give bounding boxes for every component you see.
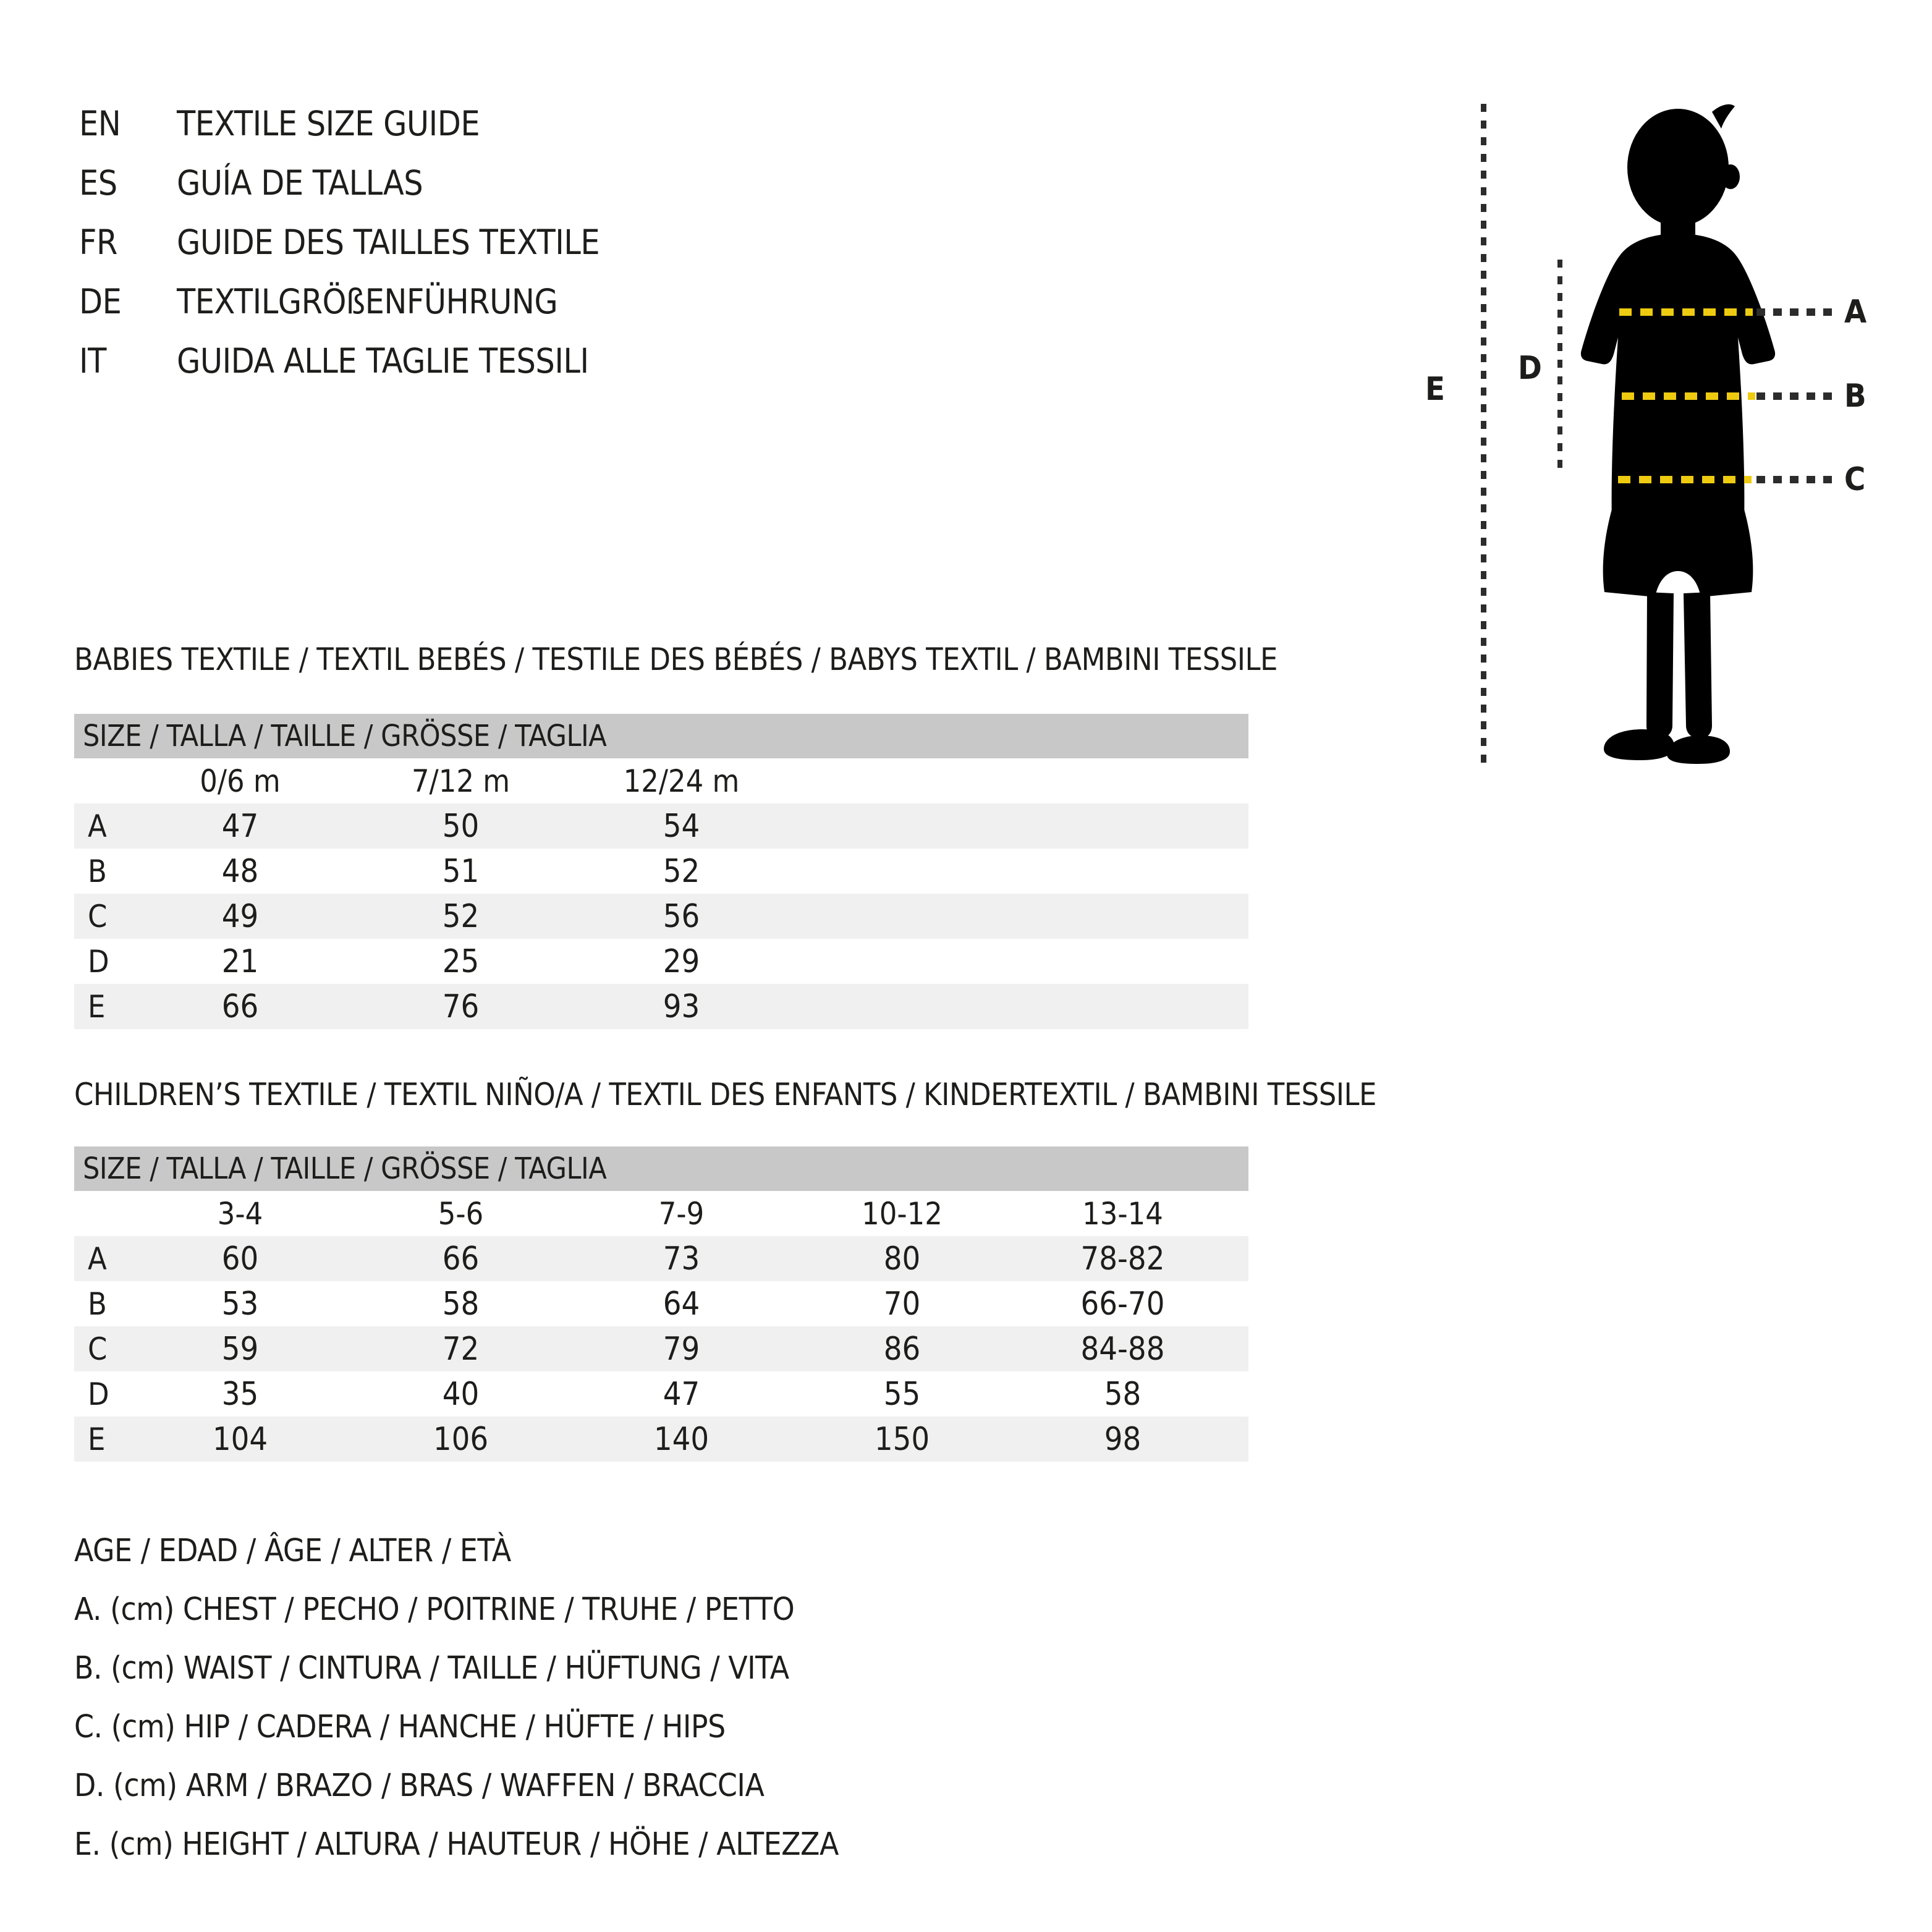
table-cell: 84-88 xyxy=(1080,1330,1165,1368)
row-label: E xyxy=(88,1421,106,1457)
row-label: B xyxy=(88,1286,107,1322)
row-label: A xyxy=(88,808,107,844)
language-row-en xyxy=(79,94,600,153)
babies-section-heading: BABIES TEXTILE / TEXTIL BEBÉS / TESTILE DES BÉBÉS / BABYS TEXTIL / BAMBINI TESSILE xyxy=(74,642,1277,677)
children-size-table xyxy=(74,1146,1248,1462)
legend-height: E. (cm) HEIGHT / ALTURA / HAUTEUR / HÖHE / ALTEZZA xyxy=(74,1826,839,1863)
table-cell: 79 xyxy=(663,1330,700,1368)
table-cell: 60 xyxy=(221,1240,259,1277)
table-cell: 58 xyxy=(1104,1375,1142,1413)
guide-title-en: TEXTILE SIZE GUIDE xyxy=(177,104,480,143)
language-row-it xyxy=(79,331,600,391)
language-row-de xyxy=(79,272,600,331)
figure-label-C: C xyxy=(1844,461,1866,498)
table-cell: 35 xyxy=(221,1375,259,1413)
chest-measure-dash-yellow xyxy=(1619,308,1753,316)
guide-title-de: TEXTILGRÖßENFÜHRUNG xyxy=(177,282,558,321)
table-cell: 66 xyxy=(442,1240,480,1277)
row-label: C xyxy=(88,1331,108,1367)
legend-waist: B. (cm) WAIST / CINTURA / TAILLE / HÜFTUNG / VITA xyxy=(74,1650,789,1687)
table-cell: 21 xyxy=(221,943,259,980)
table-cell: 64 xyxy=(663,1285,700,1323)
guide-title-es: GUÍA DE TALLAS xyxy=(177,163,423,203)
table-row xyxy=(74,894,1248,939)
language-row-es xyxy=(79,153,600,213)
row-label: E xyxy=(88,988,106,1025)
figure-label-A: A xyxy=(1844,294,1867,331)
waist-measure-dash-dark xyxy=(1756,392,1832,400)
figure-label-B: B xyxy=(1844,378,1866,415)
table-cell: 98 xyxy=(1104,1420,1142,1458)
row-label: B xyxy=(88,853,107,889)
column-header: 3-4 xyxy=(217,1195,263,1232)
guide-title-fr: GUIDE DES TAILLES TEXTILE xyxy=(177,222,600,262)
column-header: 5-6 xyxy=(438,1195,484,1232)
row-label: D xyxy=(88,943,109,980)
children-section-heading: CHILDREN’S TEXTILE / TEXTIL NIÑO/A / TEXTIL DES ENFANTS / KINDERTEXTIL / BAMBINI TESSILE xyxy=(74,1077,1376,1112)
language-code: EN xyxy=(79,104,121,143)
children-size-header-bar: SIZE / TALLA / TAILLE / GRÖSSE / TAGLIA xyxy=(74,1146,1248,1191)
babies-size-header-bar: SIZE / TALLA / TAILLE / GRÖSSE / TAGLIA xyxy=(74,714,1248,758)
row-label: D xyxy=(88,1376,109,1412)
table-row xyxy=(74,1326,1248,1371)
table-cell: 25 xyxy=(442,943,480,980)
babies-size-table xyxy=(74,714,1248,1029)
table-cell: 106 xyxy=(433,1420,489,1458)
measurement-legend xyxy=(74,1522,839,1874)
table-cell: 40 xyxy=(442,1375,480,1413)
table-row xyxy=(74,1236,1248,1281)
babies-column-header-row xyxy=(74,758,1248,803)
table-cell: 66 xyxy=(221,988,259,1025)
waist-measure-dash-yellow xyxy=(1622,392,1755,400)
figure-label-D: D xyxy=(1518,350,1542,387)
table-row xyxy=(74,1417,1248,1462)
table-cell: 55 xyxy=(883,1375,921,1413)
legend-arm: D. (cm) ARM / BRAZO / BRAS / WAFFEN / BRACCIA xyxy=(74,1768,765,1804)
legend-age: AGE / EDAD / ÂGE / ALTER / ETÀ xyxy=(74,1533,511,1569)
table-cell: 54 xyxy=(663,807,700,845)
figure-label-E: E xyxy=(1425,371,1445,408)
language-code: DE xyxy=(79,282,122,321)
table-cell: 58 xyxy=(442,1285,480,1323)
table-cell: 66-70 xyxy=(1080,1285,1165,1323)
column-header: 12/24 m xyxy=(623,763,740,799)
language-code: ES xyxy=(79,163,117,203)
table-cell: 59 xyxy=(221,1330,259,1368)
table-cell: 86 xyxy=(883,1330,921,1368)
table-cell: 50 xyxy=(442,807,480,845)
children-column-header-row xyxy=(74,1191,1248,1236)
column-header: 7/12 m xyxy=(411,763,511,799)
table-row xyxy=(74,939,1248,984)
column-header: 7-9 xyxy=(658,1195,705,1232)
guide-title-it: GUIDA ALLE TAGLIE TESSILI xyxy=(177,341,589,381)
table-row xyxy=(74,1371,1248,1417)
arm-measure-line-D xyxy=(1557,260,1562,475)
table-cell: 104 xyxy=(212,1420,268,1458)
table-cell: 52 xyxy=(663,852,700,890)
column-header: 0/6 m xyxy=(200,763,281,799)
table-row xyxy=(74,803,1248,849)
table-cell: 93 xyxy=(663,988,700,1025)
table-cell: 49 xyxy=(221,897,259,935)
table-cell: 73 xyxy=(663,1240,700,1277)
table-row xyxy=(74,984,1248,1029)
chest-measure-dash-dark xyxy=(1756,308,1832,316)
row-label: C xyxy=(88,898,108,934)
table-cell: 76 xyxy=(442,988,480,1025)
table-cell: 47 xyxy=(221,807,259,845)
hip-measure-dash-dark xyxy=(1756,476,1832,483)
table-cell: 80 xyxy=(883,1240,921,1277)
table-cell: 78-82 xyxy=(1080,1240,1165,1277)
row-label: A xyxy=(88,1240,107,1277)
table-cell: 56 xyxy=(663,897,700,935)
table-cell: 51 xyxy=(442,852,480,890)
language-title-list xyxy=(79,94,600,391)
column-header: 10-12 xyxy=(862,1195,943,1232)
table-cell: 48 xyxy=(221,852,259,890)
table-row xyxy=(74,849,1248,894)
height-measure-line-E xyxy=(1481,104,1486,770)
language-code: IT xyxy=(79,341,106,381)
table-cell: 150 xyxy=(874,1420,930,1458)
table-cell: 52 xyxy=(442,897,480,935)
table-cell: 140 xyxy=(653,1420,710,1458)
legend-chest: A. (cm) CHEST / PECHO / POITRINE / TRUHE / PETTO xyxy=(74,1591,795,1628)
language-code: FR xyxy=(79,222,117,262)
table-cell: 29 xyxy=(663,943,700,980)
table-row xyxy=(74,1281,1248,1326)
table-cell: 53 xyxy=(221,1285,259,1323)
hip-measure-dash-yellow xyxy=(1618,476,1752,483)
table-cell: 70 xyxy=(883,1285,921,1323)
table-cell: 72 xyxy=(442,1330,480,1368)
child-silhouette-illustration xyxy=(1573,103,1778,770)
legend-hip: C. (cm) HIP / CADERA / HANCHE / HÜFTE / HIPS xyxy=(74,1709,726,1745)
column-header: 13-14 xyxy=(1082,1195,1163,1232)
language-row-fr xyxy=(79,213,600,272)
table-cell: 47 xyxy=(663,1375,700,1413)
